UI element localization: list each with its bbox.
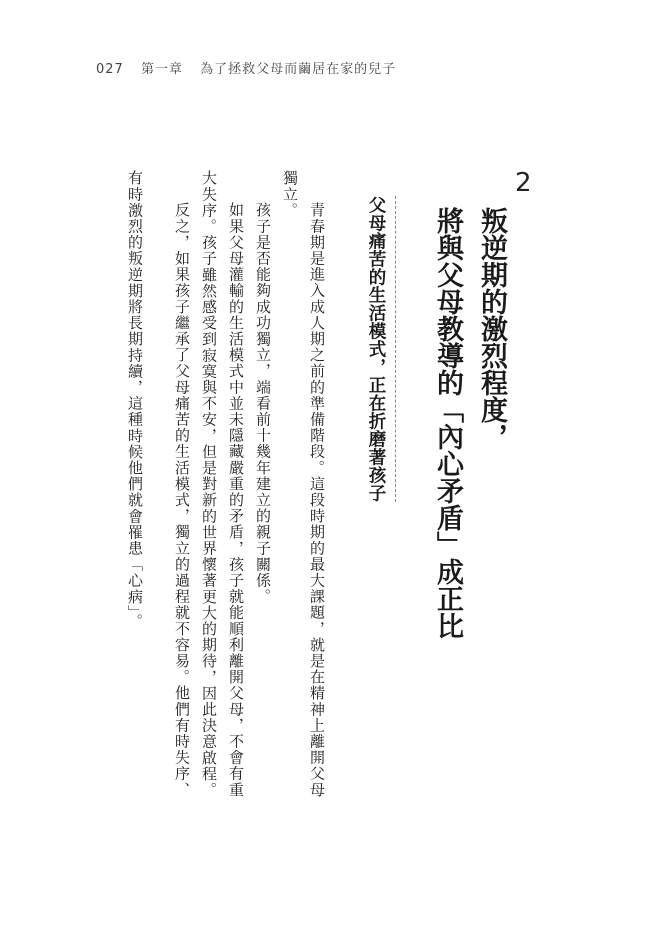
chapter-label: 第一章 [140, 62, 183, 77]
body-column-3: 孩子是否能夠成功獨立，端看前十幾年建立的親子關係。 [254, 202, 272, 605]
chapter-title: 為了拯救父母而繭居在家的兒子 [200, 62, 397, 77]
section-title-line-1: 叛逆期的激烈程度， [476, 207, 507, 450]
page-number: 027 [96, 62, 124, 77]
body-column-4: 如果父母灌輸的生活模式中並未隱藏嚴重的矛盾，孩子就能順利離開父母，不會有重 [227, 202, 245, 798]
section-number: 2 [515, 168, 532, 198]
body-column-2: 獨立。 [281, 170, 299, 219]
body-column-7: 有時激烈的叛逆期將長期持續，這種時候他們就會罹患「心病」。 [126, 170, 144, 630]
running-header [96, 58, 408, 77]
body-column-5: 大失序。孩子雖然感受到寂寞與不安，但是對新的世界懷著更大的期待，因此決意啟程。 [200, 170, 218, 798]
section-title-line-2: 將與父母教導的「內心矛盾」成正比 [432, 207, 463, 639]
body-column-6: 反之，如果孩子繼承了父母痛苦的生活模式，獨立的過程就不容易。他們有時失序、 [173, 202, 191, 798]
body-column-1: 青春期是進入成人期之前的準備階段。這段時期的最大課題，就是在精神上離開父母 [308, 202, 326, 798]
subheading: 父母痛苦的生活模式，正在折磨著孩子 [364, 196, 396, 502]
